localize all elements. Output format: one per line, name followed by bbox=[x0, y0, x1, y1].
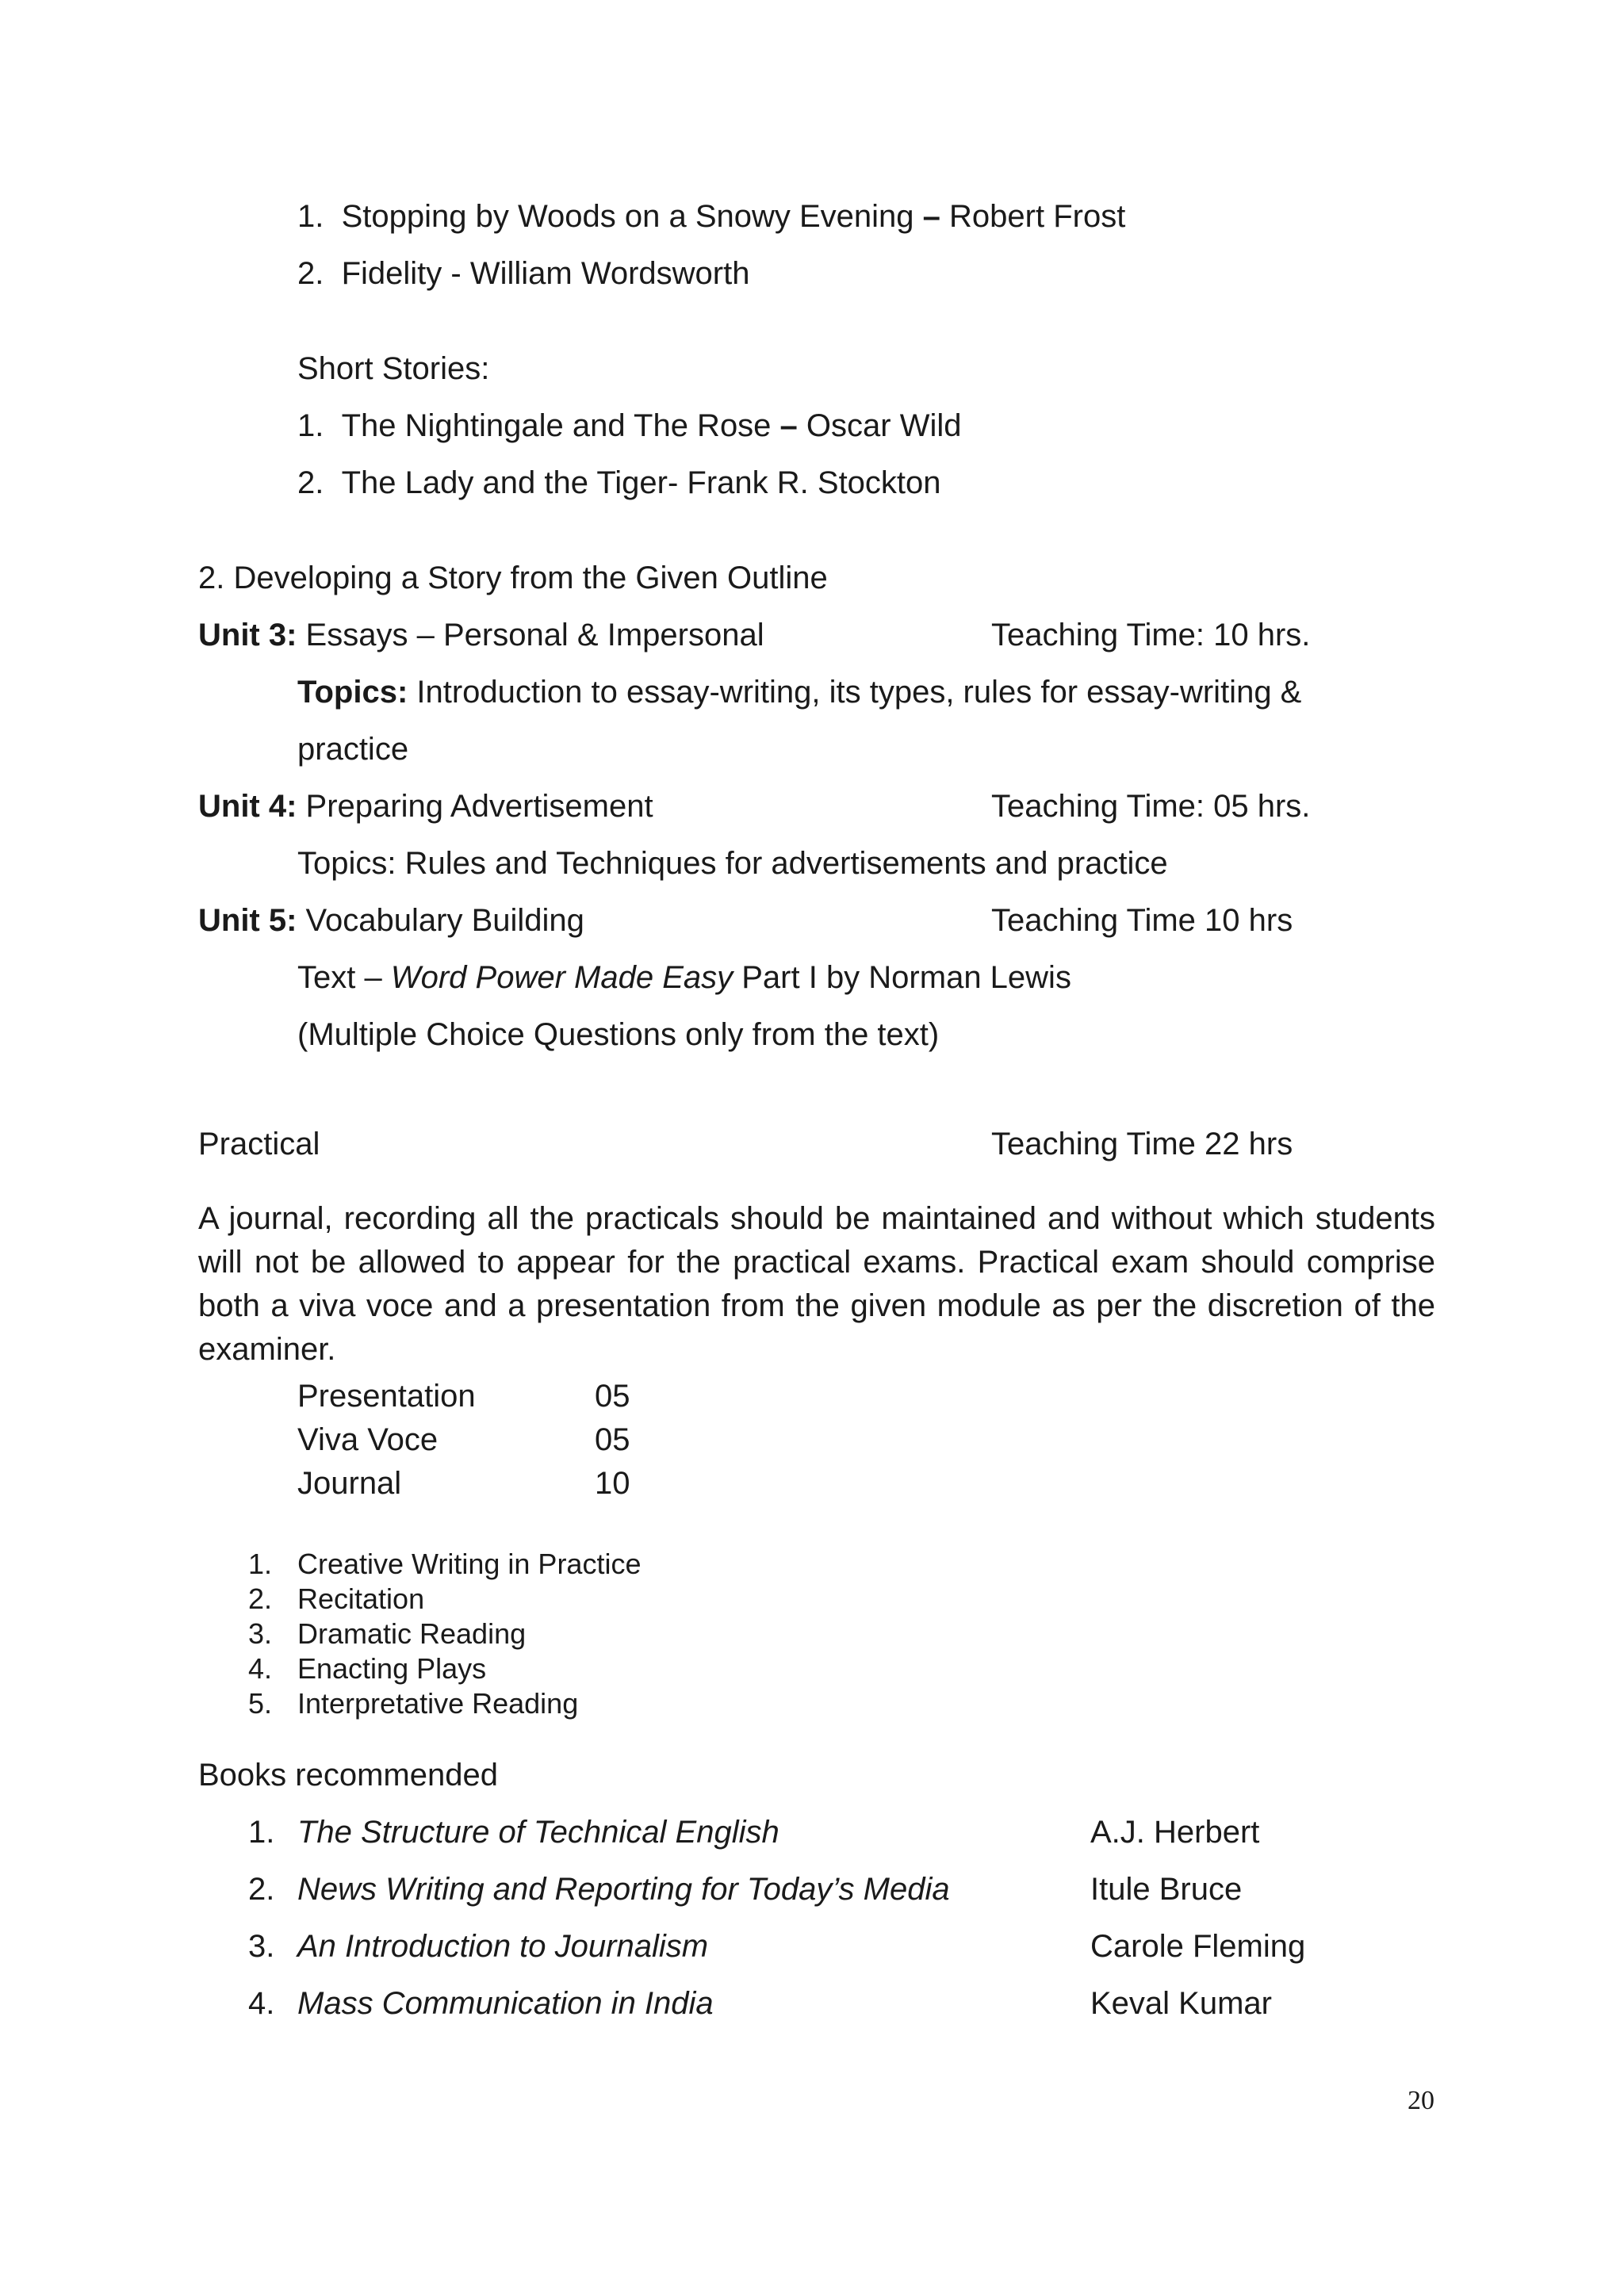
book-1-title: The Structure of Technical English bbox=[297, 1815, 779, 1850]
poem-1-author: Robert Frost bbox=[940, 199, 1126, 234]
activity-5: Interpretative Reading bbox=[297, 1687, 579, 1720]
unit-5-title: Vocabulary Building bbox=[297, 903, 584, 938]
story-1-number: 1. bbox=[297, 408, 324, 443]
practical-teaching-time: Teaching Time 22 hrs bbox=[991, 1127, 1293, 1161]
story-1-title: The Nightingale and The Rose bbox=[341, 408, 780, 443]
story-1-dash: – bbox=[779, 408, 798, 443]
poem-1-dash: – bbox=[922, 199, 940, 234]
book-3-author: Carole Fleming bbox=[1090, 1929, 1306, 1964]
marks-viva-label: Viva Voce bbox=[297, 1422, 439, 1457]
poem-2-number: 2. bbox=[297, 256, 324, 291]
unit-3-teaching-time: Teaching Time: 10 hrs. bbox=[991, 618, 1311, 652]
poem-2-title: Fidelity - William Wordsworth bbox=[341, 256, 750, 291]
activity-4-number: 4. bbox=[248, 1652, 273, 1685]
poem-1-title: Stopping by Woods on a Snowy Evening bbox=[341, 199, 923, 234]
story-2 bbox=[297, 467, 941, 499]
book-4-number: 4. bbox=[248, 1986, 275, 2021]
unit-5-book-title: Word Power Made Easy bbox=[390, 960, 733, 995]
unit-3-topics bbox=[297, 676, 1301, 708]
activity-5-number: 5. bbox=[248, 1687, 273, 1720]
unit-3-heading bbox=[198, 619, 764, 651]
books-heading: Books recommended bbox=[198, 1758, 498, 1793]
unit-3-label: Unit 3: bbox=[198, 618, 297, 652]
unit-5-text bbox=[297, 962, 1071, 993]
activity-1: Creative Writing in Practice bbox=[297, 1548, 642, 1580]
unit-4-teaching-time: Teaching Time: 05 hrs. bbox=[991, 789, 1311, 824]
practical-heading: Practical bbox=[198, 1127, 320, 1161]
unit-5-heading bbox=[198, 905, 584, 936]
marks-presentation-value: 05 bbox=[595, 1379, 630, 1414]
book-2-author: Itule Bruce bbox=[1090, 1872, 1243, 1907]
practical-paragraph: A journal, recording all the practicals should be maintained and without which students will not be allowed to appear for the practical exams. Practical exam should comprise both a viva voce and a presentation from the given module as per the discretion of the examiner. bbox=[198, 1201, 1435, 1367]
activity-2: Recitation bbox=[297, 1582, 425, 1615]
story-2-number: 2. bbox=[297, 465, 324, 500]
unit-4-heading bbox=[198, 790, 653, 822]
unit-4-topics: Topics: Rules and Techniques for advertisements and practice bbox=[297, 846, 1168, 881]
story-1 bbox=[297, 410, 961, 442]
activity-3: Dramatic Reading bbox=[297, 1617, 527, 1650]
unit-4-label: Unit 4: bbox=[198, 789, 297, 824]
page-number: 20 bbox=[1408, 2086, 1434, 2115]
activity-2-number: 2. bbox=[248, 1582, 273, 1615]
unit-5-teaching-time: Teaching Time 10 hrs bbox=[991, 903, 1293, 938]
book-1-number: 1. bbox=[248, 1815, 275, 1850]
unit-3-title: Essays – Personal & Impersonal bbox=[297, 618, 764, 652]
book-2-number: 2. bbox=[248, 1872, 275, 1907]
poem-2 bbox=[297, 258, 749, 289]
activity-4: Enacting Plays bbox=[297, 1652, 487, 1685]
unit-3-topics-label: Topics: bbox=[297, 675, 408, 710]
activity-3-number: 3. bbox=[248, 1617, 273, 1650]
unit-5-text-prefix: Text – bbox=[297, 960, 391, 995]
activity-1-number: 1. bbox=[248, 1548, 273, 1580]
unit-3-topics-continued: practice bbox=[297, 732, 409, 767]
unit-5-text-suffix: Part I by Norman Lewis bbox=[733, 960, 1071, 995]
unit-5-label: Unit 5: bbox=[198, 903, 297, 938]
unit-4-title: Preparing Advertisement bbox=[297, 789, 653, 824]
marks-viva-value: 05 bbox=[595, 1422, 630, 1457]
unit-5-note: (Multiple Choice Questions only from the text) bbox=[297, 1017, 940, 1052]
marks-journal-value: 10 bbox=[595, 1466, 630, 1501]
story-1-author: Oscar Wild bbox=[797, 408, 962, 443]
story-outline-heading: 2. Developing a Story from the Given Outline bbox=[198, 561, 828, 595]
book-3-title: An Introduction to Journalism bbox=[297, 1929, 709, 1964]
unit-3-topics-text: Introduction to essay-writing, its types, rules for essay-writing & bbox=[408, 675, 1302, 710]
book-1-author: A.J. Herbert bbox=[1090, 1815, 1260, 1850]
short-stories-heading: Short Stories: bbox=[297, 351, 490, 386]
book-3-number: 3. bbox=[248, 1929, 275, 1964]
book-2-title: News Writing and Reporting for Today’s Media bbox=[297, 1872, 950, 1907]
story-2-title: The Lady and the Tiger- Frank R. Stockton bbox=[341, 465, 941, 500]
book-4-title: Mass Communication in India bbox=[297, 1986, 714, 2021]
poem-1-number: 1. bbox=[297, 199, 324, 234]
poem-1 bbox=[297, 201, 1125, 232]
book-4-author: Keval Kumar bbox=[1090, 1986, 1272, 2021]
marks-journal-label: Journal bbox=[297, 1466, 402, 1501]
marks-presentation-label: Presentation bbox=[297, 1379, 476, 1414]
